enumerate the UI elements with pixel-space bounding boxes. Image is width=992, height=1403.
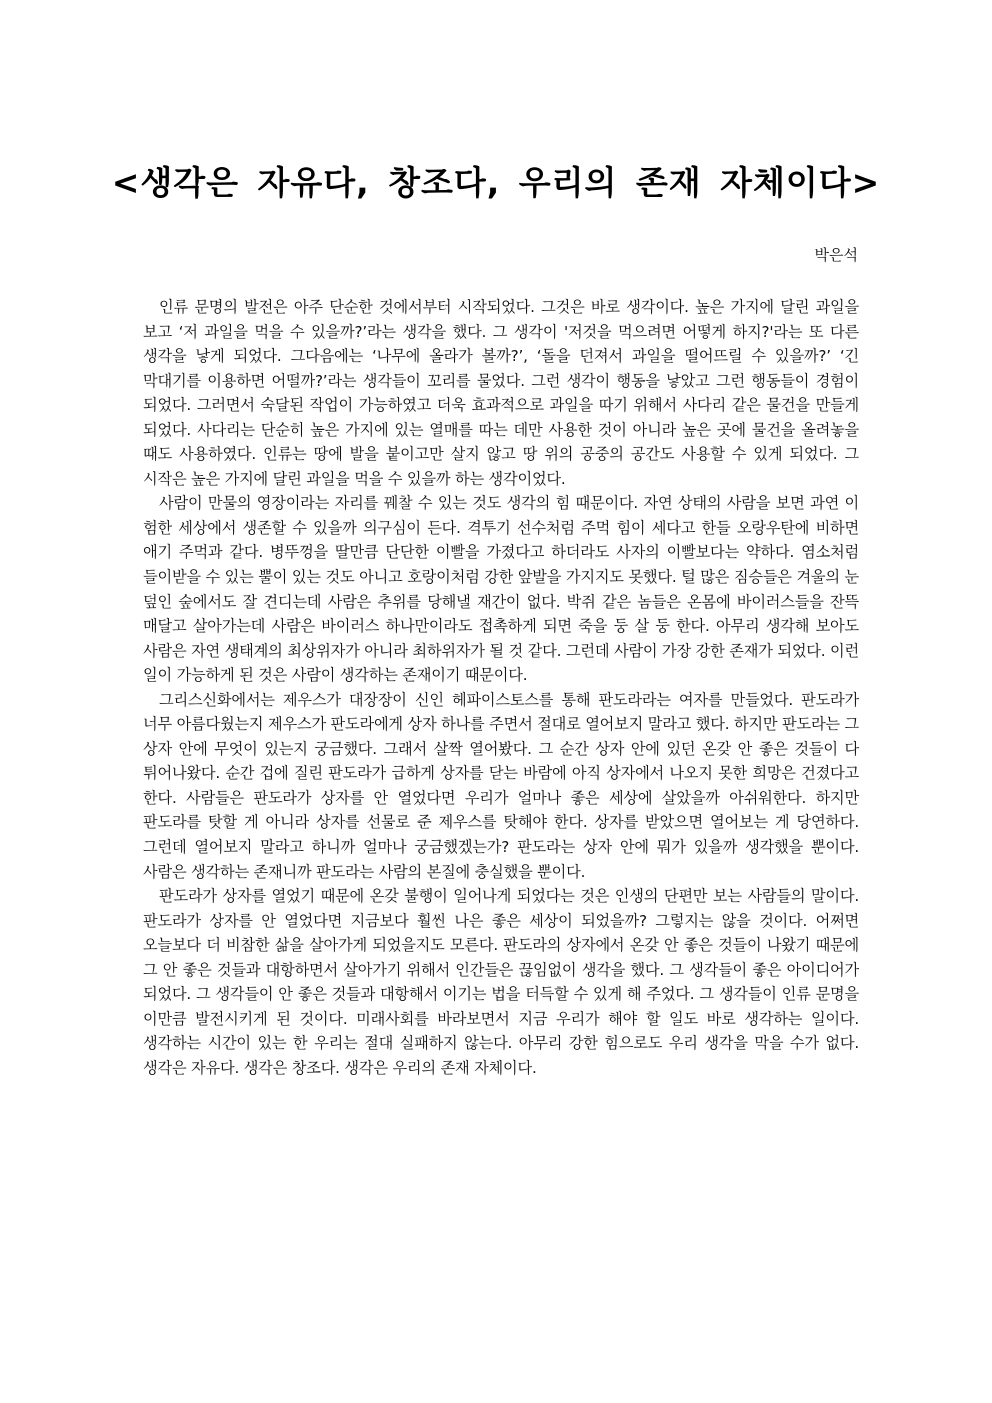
document-body — [143, 295, 859, 1081]
paragraph-4: 판도라가 상자를 열었기 때문에 온갖 불행이 일어나게 되었다는 것은 인생의 단편만 보는 사람들의 말이다. 판도라가 상자를 안 열었다면 지금보다 훨씬 나은 좋은 세상이 되었을까? 그렇지는 않을 것이다. 어쩌면 오늘보다 더 비참한 삶을 살아가게 되었을지도 모른다. 판도라의 상자에서 온갖 안 좋은 것들이 나왔기 때문에 그 안 좋은 것들과 대항하면서 살아가기 위해서 인간들은 끊임없이 생각을 했다. 그 생각들이 좋은 아이디어가 되었다. 그 생각들이 안 좋은 것들과 대항해서 이기는 법을 터득할 수 있게 해 주었다. 그 생각들이 인류 문명을 이만큼 발전시키게 된 것이다. 미래사회를 바라보면서 지금 우리가 해야 할 일도 바로 생각하는 일이다. 생각하는 시간이 있는 한 우리는 절대 실패하지 않는다. 아무리 강한 힘으로도 우리 생각을 막을 수가 없다. 생각은 자유다. 생각은 창조다. 생각은 우리의 존재 자체이다. — [143, 887, 859, 1077]
paragraph-3: 그리스신화에서는 제우스가 대장장이 신인 헤파이스토스를 통해 판도라라는 여자를 만들었다. 판도라가 너무 아름다웠는지 제우스가 판도라에게 상자 하나를 주면서 절대로 열어보지 말라고 했다. 하지만 판도라는 그 상자 안에 무엇이 있는지 궁금했다. 그래서 살짝 열어봤다. 그 순간 상자 안에 있던 온갖 안 좋은 것들이 다 튀어나왔다. 순간 겁에 질린 판도라가 급하게 상자를 닫는 바람에 아직 상자에서 나오지 못한 희망은 건졌다고 한다. 사람들은 판도라가 상자를 안 열었다면 우리가 얼마나 좋은 세상에 살았을까 아쉬워한다. 하지만 판도라를 탓할 게 아니라 상자를 선물로 준 제우스를 탓해야 한다. 상자를 받았으면 열어보는 게 당연하다. 그런데 열어보지 말라고 하니까 얼마나 궁금했겠는가? 판도라는 상자 안에 뭐가 있을까 생각했을 뿐이다. 사람은 생각하는 존재니까 판도라는 사람의 본질에 충실했을 뿐이다. — [143, 690, 859, 881]
paragraph-1: 인류 문명의 발전은 아주 단순한 것에서부터 시작되었다. 그것은 바로 생각이다. 높은 가지에 달린 과일을 보고 ‘저 과일을 먹을 수 있을까?’라는 생각을 했다. 그 생각이 '저것을 먹으려면 어떻게 하지?'라는 또 다른 생각을 낳게 되었다. 그다음에는 ‘나무에 올라가 볼까?’, ‘돌을 던져서 과일을 떨어뜨릴 수 있을까?’ ‘긴 막대기를 이용하면 어떨까?’라는 생각들이 꼬리를 물었다. 그런 생각이 행동을 낳았고 그런 행동들이 경험이 되었다. 그러면서 숙달된 작업이 가능하였고 더욱 효과적으로 과일을 따기 위해서 사다리 같은 물건을 만들게 되었다. 사다리는 단순히 높은 가지에 있는 열매를 따는 데만 사용한 것이 아니라 높은 곳에 물건을 올려놓을 때도 사용하였다. 인류는 땅에 발을 붙이고만 살지 않고 땅 위의 공중의 공간도 사용할 수 있게 되었다. 그 시작은 높은 가지에 달린 과일을 먹을 수 있을까 하는 생각이었다. — [143, 298, 859, 488]
document-title: <생각은 자유다, 창조다, 우리의 존재 자체이다> — [111, 163, 881, 202]
author-name: 박은석 — [814, 246, 858, 264]
paragraph-2: 사람이 만물의 영장이라는 자리를 꿰찰 수 있는 것도 생각의 힘 때문이다. 자연 상태의 사람을 보면 과연 이 험한 세상에서 생존할 수 있을까 의구심이 든다. 격투기 선수처럼 주먹 힘이 세다고 한들 오랑우탄에 비하면 애기 주먹과 같다. 병뚜껑을 딸만큼 단단한 이빨을 가졌다고 하더라도 사자의 이빨보다는 약하다. 염소처럼 들이받을 수 있는 뿔이 있는 것도 아니고 호랑이처럼 강한 앞발을 가지지도 못했다. 털 많은 짐승들은 겨울의 눈 덮인 숲에서도 잘 견디는데 사람은 추위를 당해낼 재간이 없다. 박쥐 같은 놈들은 온몸에 바이러스들을 잔뜩 매달고 살아가는데 사람은 바이러스 하나만이라도 접촉하게 되면 죽을 둥 살 둥 한다. 아무리 생각해 보아도 사람은 자연 생태계의 최상위자가 아니라 최하위자가 될 것 같다. 그런데 사람이 가장 강한 존재가 되었다. 이런 일이 가능하게 된 것은 사람이 생각하는 존재이기 때문이다. — [143, 494, 859, 685]
